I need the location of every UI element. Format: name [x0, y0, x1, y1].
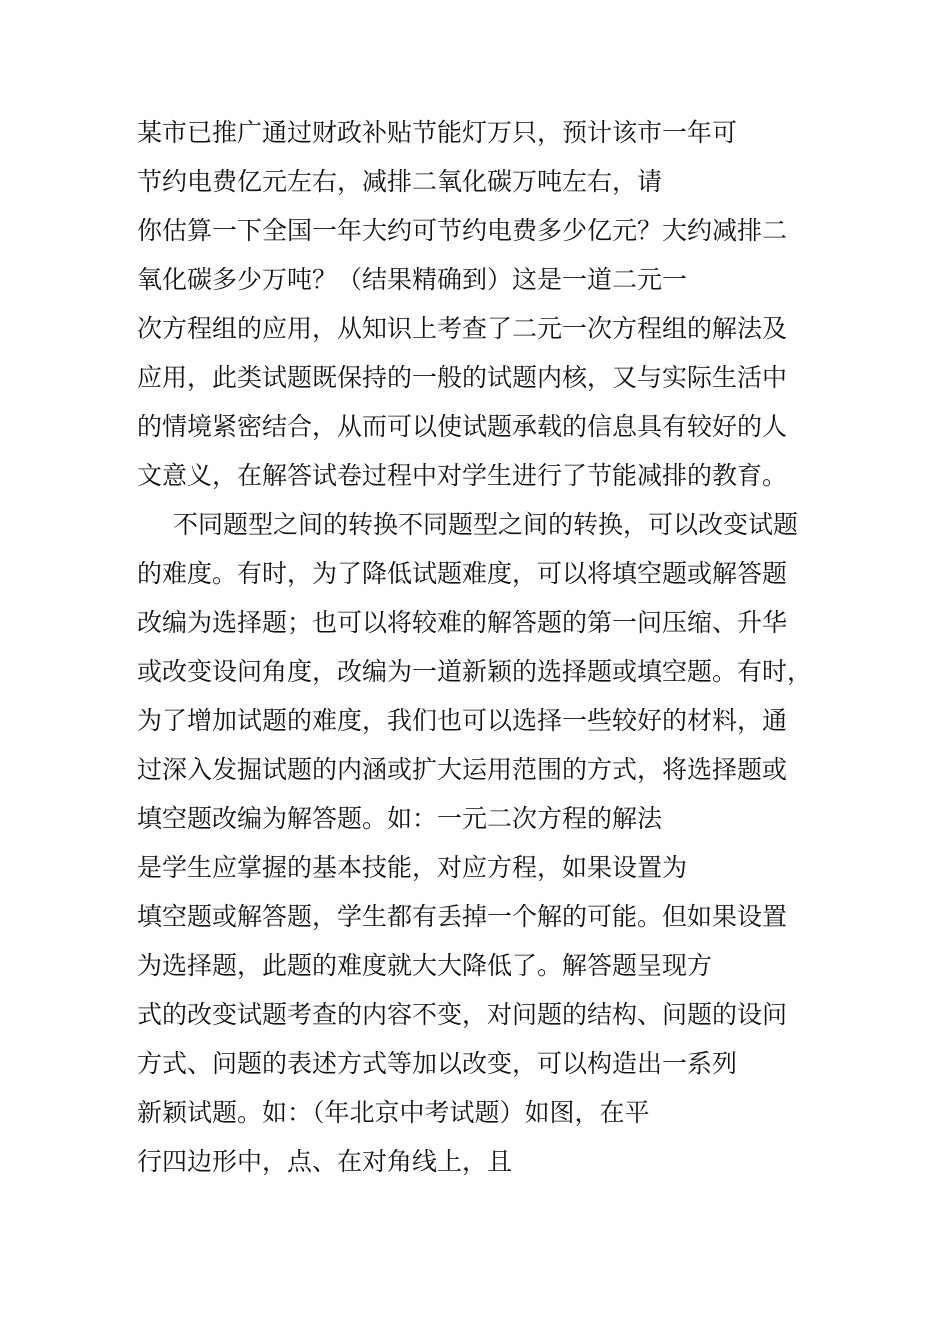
text-line: 过深入发掘试题的内涵或扩大运用范围的方式，将选择题或: [137, 755, 788, 784]
text-line: 填空题或解答题，学生都有丢掉一个解的可能。但如果设置: [137, 902, 788, 931]
text-line: 氧化碳多少万吨？（结果精确到）这是一道二元一: [137, 265, 688, 294]
text-line: 次方程组的应用，从知识上考查了二元一次方程组的解法及: [137, 314, 788, 343]
text-line: 改编为选择题；也可以将较难的解答题的第一问压缩、升华: [137, 608, 788, 637]
text-line: 应用，此类试题既保持的一般的试题内核，又与实际生活中: [137, 363, 788, 392]
text-line: 行四边形中，点、在对角线上，且: [137, 1147, 513, 1176]
text-line: 你估算一下全国一年大约可节约电费多少亿元？大约减排二: [137, 216, 788, 245]
text-line: 是学生应掌握的基本技能，对应方程，如果设置为: [137, 853, 688, 882]
text-line: 填空题改编为解答题。如：一元二次方程的解法: [137, 804, 663, 833]
text-line: 式的改变试题考查的内容不变，对问题的结构、问题的设问: [137, 1000, 788, 1029]
text-line: 新颖试题。如：（年北京中考试题）如图，在平: [137, 1098, 650, 1127]
text-line: 某市已推广通过财政补贴节能灯万只，预计该市一年可: [137, 118, 738, 147]
text-line: 节约电费亿元左右，减排二氧化碳万吨左右，请: [137, 167, 663, 196]
text-line: 或改变设问角度，改编为一道新颖的选择题或填空题。有时，: [137, 657, 813, 686]
text-line: 文意义，在解答试卷过程中对学生进行了节能减排的教育。: [137, 461, 788, 490]
text-line: 为选择题，此题的难度就大大降低了。解答题呈现方: [137, 951, 713, 980]
text-line: 方式、问题的表述方式等加以改变，可以构造出一系列: [137, 1049, 738, 1078]
body-text: [137, 108, 827, 1186]
paragraph-start-line: 不同题型之间的转换不同题型之间的转换，可以改变试题: [173, 510, 799, 539]
text-line: 为了增加试题的难度，我们也可以选择一些较好的材料，通: [137, 706, 788, 735]
text-line: 的难度。有时，为了降低试题难度，可以将填空题或解答题: [137, 559, 788, 588]
text-line: 的情境紧密结合，从而可以使试题承载的信息具有较好的人: [137, 412, 788, 441]
